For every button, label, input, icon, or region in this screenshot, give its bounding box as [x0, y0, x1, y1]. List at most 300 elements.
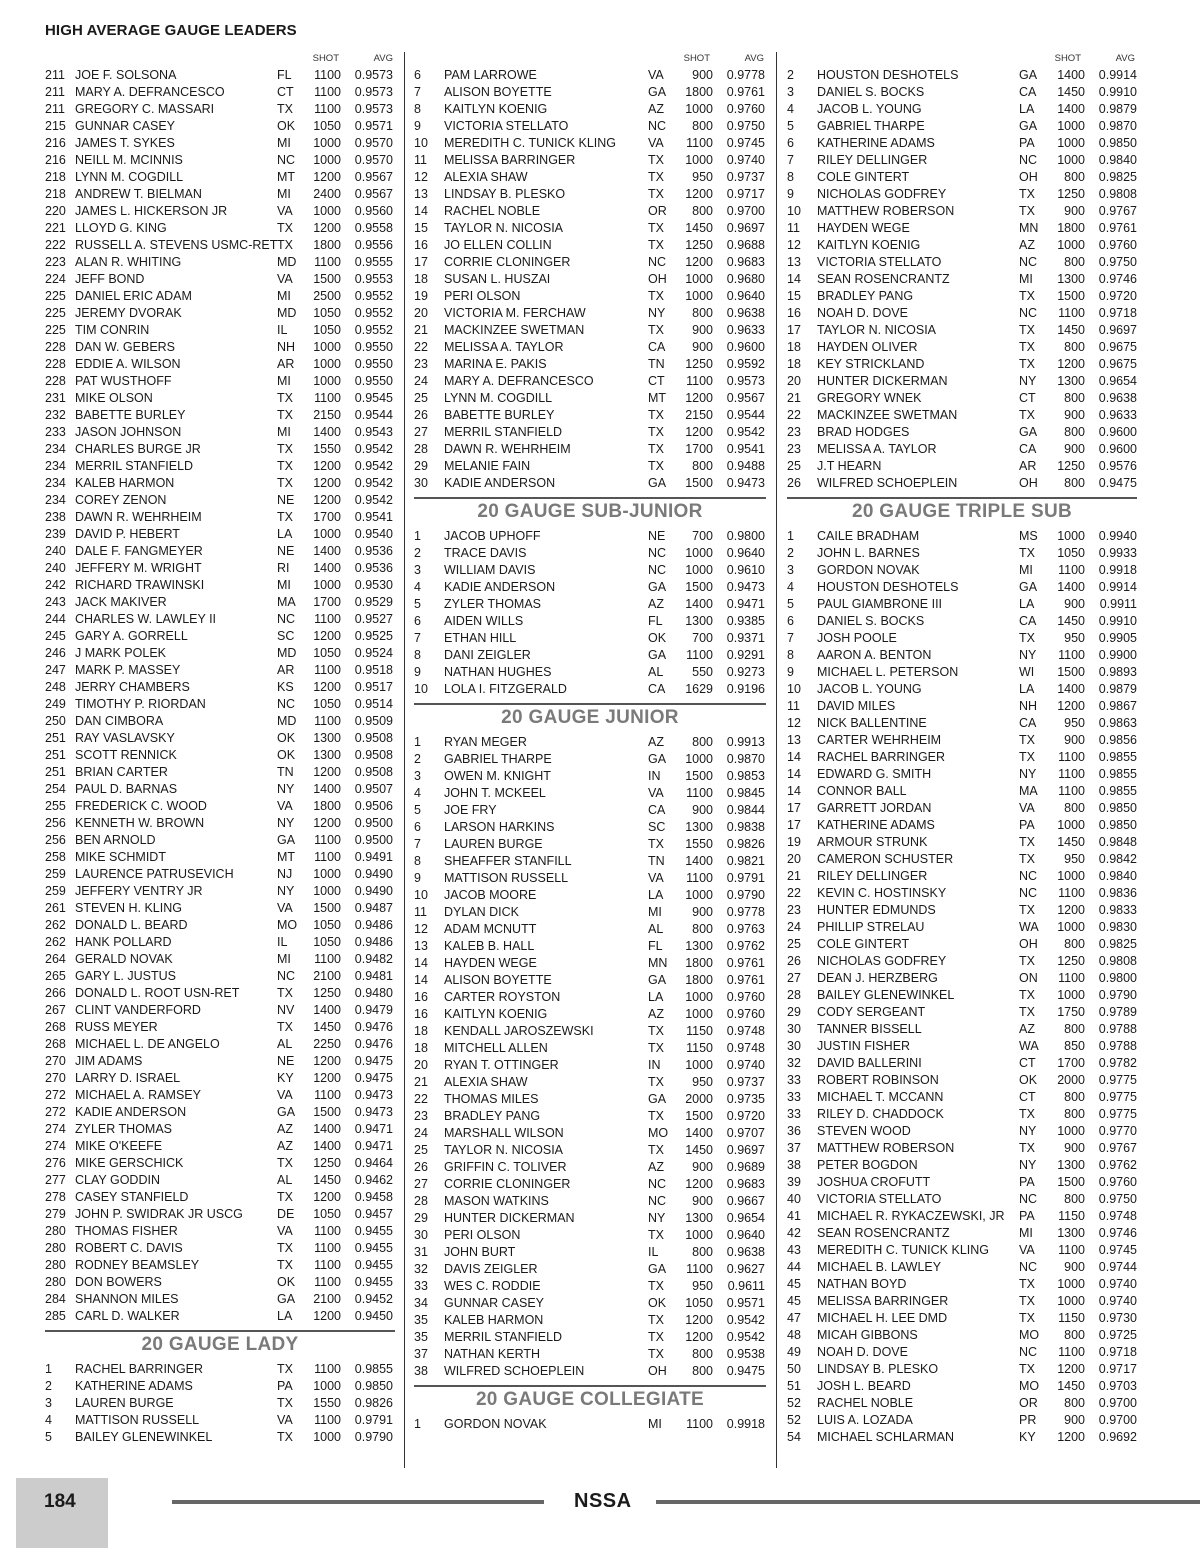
rank: 27: [787, 971, 801, 985]
table-row: [45, 1429, 395, 1446]
table-row: [414, 613, 766, 630]
shot-count: 1200: [685, 1330, 713, 1344]
state: NC: [277, 612, 296, 626]
shot-count: 1500: [685, 580, 713, 594]
section-heading: [787, 492, 1137, 528]
average: 0.9592: [726, 357, 765, 371]
average: 0.9910: [1098, 614, 1137, 628]
state: TX: [277, 1190, 293, 1204]
rank: 255: [45, 799, 66, 813]
table-row: [787, 936, 1137, 953]
rank: 11: [787, 699, 800, 713]
state: NC: [277, 697, 296, 711]
state: TX: [648, 1143, 664, 1157]
table-row: [45, 1138, 395, 1155]
rank: 244: [45, 612, 66, 626]
shooter-name: MARY A. DEFRANCESCO: [444, 374, 594, 388]
state: CT: [1019, 391, 1036, 405]
shot-count: 1000: [1057, 920, 1085, 934]
shot-count: 1400: [313, 544, 341, 558]
state: CA: [1019, 85, 1037, 99]
shooter-name: KATHERINE ADAMS: [75, 1379, 193, 1393]
table-row: [45, 220, 395, 237]
state: CA: [648, 682, 666, 696]
table-row: [787, 919, 1137, 936]
shot-count: 1450: [1057, 1379, 1085, 1393]
shooter-name: KENNETH W. BROWN: [75, 816, 205, 830]
shooter-name: CORRIE CLONINGER: [444, 255, 571, 269]
shot-count: 1550: [313, 1396, 341, 1410]
rank: 23: [787, 442, 801, 456]
rank: 285: [45, 1309, 66, 1323]
state: AZ: [277, 1122, 293, 1136]
table-row: [45, 1240, 395, 1257]
state: TX: [277, 238, 293, 252]
state: TX: [648, 425, 664, 439]
rank: 14: [787, 272, 801, 286]
rank: 267: [45, 1003, 66, 1017]
state: NY: [648, 1211, 666, 1225]
state: PA: [1019, 818, 1035, 832]
shot-count: 800: [1064, 1192, 1085, 1206]
average: 0.9473: [726, 476, 765, 490]
rank: 49: [787, 1345, 801, 1359]
state: MD: [277, 255, 297, 269]
rank: 13: [414, 939, 428, 953]
shooter-name: COLE GINTERT: [817, 937, 910, 951]
shooter-name: DAN CIMBORA: [75, 714, 164, 728]
rank: 30: [414, 476, 428, 490]
shot-count: 1000: [1057, 529, 1085, 543]
table-row: [45, 968, 395, 985]
shooter-name: MICHAEL L. DE ANGELO: [75, 1037, 220, 1051]
table-row: [414, 921, 766, 938]
state: TX: [648, 1347, 664, 1361]
average: 0.9788: [1098, 1022, 1137, 1036]
shot-count: 1100: [686, 136, 713, 150]
rank: 16: [787, 306, 801, 320]
rank: 35: [414, 1330, 428, 1344]
rank: 8: [787, 648, 794, 662]
average: 0.9707: [726, 1126, 765, 1140]
shot-count: 1200: [1057, 699, 1085, 713]
average: 0.9750: [1098, 1192, 1137, 1206]
shooter-name: EDWARD G. SMITH: [817, 767, 932, 781]
table-row: [787, 1191, 1137, 1208]
average: 0.9552: [354, 306, 393, 320]
state: WA: [1019, 920, 1039, 934]
shot-count: 1300: [685, 1211, 713, 1225]
shooter-name: KAITLYN KOENIG: [817, 238, 921, 252]
table-row: [45, 594, 395, 611]
average: 0.9735: [726, 1092, 765, 1106]
shooter-name: DAVID MILES: [817, 699, 896, 713]
state: VA: [648, 871, 664, 885]
shooter-name: MICHAEL L. PETERSON: [817, 665, 959, 679]
rank: 24: [787, 920, 801, 934]
average: 0.9481: [354, 969, 393, 983]
shooter-name: TAYLOR N. NICOSIA: [444, 221, 564, 235]
shot-count: 1200: [313, 816, 341, 830]
state: FL: [277, 68, 292, 82]
table-row: [414, 1040, 766, 1057]
table-row: [787, 322, 1137, 339]
shooter-name: SHEAFFER STANFILL: [444, 854, 572, 868]
shooter-name: LAUREN BURGE: [75, 1396, 174, 1410]
state: OK: [648, 631, 667, 645]
state: NY: [277, 782, 295, 796]
average: 0.9524: [354, 646, 393, 660]
table-row: [414, 186, 766, 203]
shot-count: 1050: [313, 306, 341, 320]
shot-count: 1200: [313, 459, 341, 473]
state: TX: [648, 187, 664, 201]
shooter-name: COREY ZENON: [75, 493, 167, 507]
table-row: [45, 679, 395, 696]
state: NV: [277, 1003, 295, 1017]
shooter-name: KEY STRICKLAND: [817, 357, 925, 371]
shot-count: 800: [1064, 1107, 1085, 1121]
average: 0.9790: [726, 888, 765, 902]
table-row: [45, 1291, 395, 1308]
state: TX: [277, 1430, 293, 1444]
shot-count: 1200: [313, 493, 341, 507]
shot-count: 1100: [314, 1258, 341, 1272]
shooter-name: PERI OLSON: [444, 1228, 521, 1242]
state: TX: [648, 238, 664, 252]
table-row: [414, 1416, 766, 1433]
state: MS: [1019, 529, 1038, 543]
rank: 262: [45, 935, 66, 949]
rank: 246: [45, 646, 66, 660]
average: 0.9455: [354, 1275, 393, 1289]
state: TX: [1019, 852, 1035, 866]
average: 0.9918: [726, 1417, 765, 1431]
shooter-name: LAURENCE PATRUSEVICH: [75, 867, 234, 881]
shot-count: 1000: [685, 563, 713, 577]
shooter-name: MICHAEL B. LAWLEY: [817, 1260, 942, 1274]
shooter-name: MERRIL STANFIELD: [444, 425, 563, 439]
state: VA: [648, 786, 664, 800]
table-row: [414, 237, 766, 254]
table-row: [787, 1259, 1137, 1276]
rank: 1: [414, 735, 421, 749]
rank: 12: [414, 170, 428, 184]
state: GA: [648, 648, 667, 662]
shooter-name: MATTISON RUSSELL: [444, 871, 569, 885]
shot-count: 1500: [313, 901, 341, 915]
shooter-name: WILFRED SCHOEPLEIN: [817, 476, 958, 490]
rank: 218: [45, 187, 66, 201]
average: 0.9762: [1098, 1158, 1137, 1172]
shot-count: 1500: [685, 476, 713, 490]
table-row: [787, 987, 1137, 1004]
average: 0.9571: [726, 1296, 765, 1310]
table-row: [414, 118, 766, 135]
shot-count: 1000: [1057, 988, 1085, 1002]
rank: 31: [414, 1245, 428, 1259]
shot-count: 1100: [1058, 563, 1085, 577]
rank: 223: [45, 255, 66, 269]
table-row: [787, 101, 1137, 118]
state: TX: [648, 408, 664, 422]
table-row: [414, 562, 766, 579]
rank: 28: [787, 988, 801, 1002]
shot-count: 1150: [1058, 1311, 1085, 1325]
rank: 14: [787, 767, 801, 781]
state: AL: [648, 665, 664, 679]
shooter-name: MITCHELL ALLEN: [444, 1041, 548, 1055]
average: 0.9471: [726, 597, 765, 611]
rank: 12: [414, 922, 428, 936]
shooter-name: NEILL M. MCINNIS: [75, 153, 183, 167]
state: TX: [277, 102, 293, 116]
shot-count: 1300: [685, 820, 713, 834]
state: AZ: [277, 1139, 293, 1153]
shooter-name: JACOB UPHOFF: [444, 529, 541, 543]
average: 0.9748: [726, 1041, 765, 1055]
state: CA: [1019, 614, 1037, 628]
state: TX: [648, 1075, 664, 1089]
shooter-name: CONNOR BALL: [817, 784, 907, 798]
rank: 30: [414, 1228, 428, 1242]
table-row: [45, 526, 395, 543]
rank: 51: [787, 1379, 801, 1393]
table-row: [787, 220, 1137, 237]
state: TX: [648, 1041, 664, 1055]
shooter-name: HUNTER EDMUNDS: [817, 903, 936, 917]
rank: 23: [787, 903, 801, 917]
table-row: [45, 1395, 395, 1412]
rank: 218: [45, 170, 66, 184]
state: PA: [277, 1379, 293, 1393]
table-row: [414, 853, 766, 870]
state: TX: [648, 1024, 664, 1038]
table-row: [45, 730, 395, 747]
shot-count: 800: [1064, 1022, 1085, 1036]
shooter-name: COLE GINTERT: [817, 170, 910, 184]
average: 0.9910: [1098, 85, 1137, 99]
table-row: [414, 1057, 766, 1074]
shooter-name: CARTER WEHRHEIM: [817, 733, 942, 747]
table-row: [45, 441, 395, 458]
rank: 50: [787, 1362, 801, 1376]
average: 0.9490: [354, 884, 393, 898]
table-row: [787, 67, 1137, 84]
shooter-name: KAITLYN KOENIG: [444, 102, 548, 116]
section-title: 20 GAUGE LADY: [141, 1334, 299, 1355]
shooter-name: JOHN T. MCKEEL: [444, 786, 546, 800]
average: 0.9573: [354, 102, 393, 116]
shooter-name: ALISON BOYETTE: [444, 85, 552, 99]
table-row: [787, 596, 1137, 613]
average: 0.9844: [726, 803, 765, 817]
rank: 2: [787, 68, 794, 82]
average: 0.9570: [354, 153, 393, 167]
shot-count: 1250: [1057, 187, 1085, 201]
state: LA: [1019, 597, 1035, 611]
rank: 20: [787, 852, 801, 866]
table-row: [787, 339, 1137, 356]
table-row: [414, 1227, 766, 1244]
shot-count: 900: [692, 323, 713, 337]
shooter-name: GABRIEL THARPE: [817, 119, 925, 133]
state: OH: [1019, 476, 1038, 490]
table-row: [414, 135, 766, 152]
state: VA: [277, 1413, 293, 1427]
shooter-name: JOE F. SOLSONA: [75, 68, 177, 82]
table-row: [787, 135, 1137, 152]
table-row: [787, 169, 1137, 186]
shooter-name: GARY L. JUSTUS: [75, 969, 176, 983]
avg-header: AVG: [373, 53, 393, 64]
shot-count: 1050: [313, 119, 341, 133]
table-row: [787, 1055, 1137, 1072]
table-row: [787, 254, 1137, 271]
table-row: [45, 1036, 395, 1053]
table-row: [414, 1125, 766, 1142]
shot-count: 1400: [313, 1139, 341, 1153]
shot-count: 900: [692, 905, 713, 919]
table-row: [414, 203, 766, 220]
average: 0.9789: [1098, 1005, 1137, 1019]
table-row: [787, 1395, 1137, 1412]
shot-count: 1400: [1057, 68, 1085, 82]
table-row: [45, 1121, 395, 1138]
state: NC: [1019, 886, 1038, 900]
shot-count: 1400: [313, 425, 341, 439]
table-row: [414, 305, 766, 322]
shooter-name: WES C. RODDIE: [444, 1279, 541, 1293]
shooter-name: ARMOUR STRUNK: [817, 835, 928, 849]
shot-count: 1450: [313, 1173, 341, 1187]
state: TN: [648, 357, 665, 371]
rank: 48: [787, 1328, 801, 1342]
rank: 5: [414, 803, 421, 817]
average: 0.9725: [1098, 1328, 1137, 1342]
shot-count: 1000: [685, 1007, 713, 1021]
state: NC: [1019, 153, 1038, 167]
shot-count: 1450: [1057, 835, 1085, 849]
state: TX: [648, 837, 664, 851]
average: 0.9560: [354, 204, 393, 218]
average: 0.9720: [1098, 289, 1137, 303]
average: 0.9940: [1098, 529, 1137, 543]
state: TX: [277, 459, 293, 473]
shooter-name: DONALD L. ROOT USN-RET: [75, 986, 240, 1000]
shot-count: 900: [1064, 442, 1085, 456]
shot-count: 1550: [313, 442, 341, 456]
average: 0.9761: [726, 973, 765, 987]
shooter-name: CHARLES BURGE JR: [75, 442, 201, 456]
shot-count: 1500: [1057, 289, 1085, 303]
state: TX: [1019, 1005, 1035, 1019]
state: TX: [1019, 357, 1035, 371]
shooter-name: JUSTIN FISHER: [817, 1039, 911, 1053]
shot-count: 800: [692, 459, 713, 473]
state: AZ: [648, 1007, 664, 1021]
rank: 3: [787, 85, 794, 99]
table-row: [414, 424, 766, 441]
table-row: [414, 1091, 766, 1108]
rank: 10: [787, 682, 801, 696]
average: 0.9763: [726, 922, 765, 936]
shooter-name: GORDON NOVAK: [444, 1417, 547, 1431]
table-row: [414, 1329, 766, 1346]
average: 0.9840: [1098, 153, 1137, 167]
average: 0.9638: [726, 1245, 765, 1259]
rank: 233: [45, 425, 66, 439]
shot-count: 1000: [313, 340, 341, 354]
shooter-name: DANIEL S. BOCKS: [817, 85, 925, 99]
rank: 240: [45, 561, 66, 575]
shooter-name: KENDALL JAROSZEWSKI: [444, 1024, 594, 1038]
shooter-name: DAWN R. WEHRHEIM: [75, 510, 202, 524]
rank: 280: [45, 1241, 66, 1255]
shooter-name: DON BOWERS: [75, 1275, 162, 1289]
shooter-name: ETHAN HILL: [444, 631, 517, 645]
rank: 4: [787, 102, 794, 116]
average: 0.9740: [726, 1058, 765, 1072]
shot-count: 1300: [1057, 272, 1085, 286]
state: VA: [277, 901, 293, 915]
table-row: [45, 1087, 395, 1104]
table-row: [787, 1412, 1137, 1429]
average: 0.9900: [1098, 648, 1137, 662]
table-row: [414, 169, 766, 186]
section-heading: [414, 698, 766, 734]
table-row: [45, 1053, 395, 1070]
shooter-name: NICK BALLENTINE: [817, 716, 927, 730]
shooter-name: JAMES L. HICKERSON JR: [75, 204, 228, 218]
average: 0.9567: [354, 170, 393, 184]
rank: 4: [787, 580, 794, 594]
shooter-name: HAYDEN OLIVER: [817, 340, 918, 354]
rank: 38: [414, 1364, 428, 1378]
rank: 216: [45, 153, 66, 167]
shot-count: 800: [1064, 476, 1085, 490]
shot-count: 1100: [686, 786, 713, 800]
shooter-name: DYLAN DICK: [444, 905, 520, 919]
shot-count: 2150: [313, 408, 341, 422]
shot-count: 1100: [1058, 886, 1085, 900]
average: 0.9800: [1098, 971, 1137, 985]
average: 0.9853: [726, 769, 765, 783]
rank: 3: [45, 1396, 52, 1410]
rank: 33: [414, 1279, 428, 1293]
rank: 19: [414, 289, 428, 303]
state: AZ: [1019, 1022, 1035, 1036]
shot-count: 1200: [685, 425, 713, 439]
rank: 6: [787, 136, 794, 150]
state: TX: [1019, 204, 1035, 218]
shot-count: 900: [692, 1194, 713, 1208]
table-row: [414, 1261, 766, 1278]
average: 0.9452: [354, 1292, 393, 1306]
rank: 245: [45, 629, 66, 643]
rank: 4: [414, 580, 421, 594]
state: MA: [1019, 784, 1038, 798]
table-row: [45, 900, 395, 917]
rank: 234: [45, 442, 66, 456]
average: 0.9893: [1098, 665, 1137, 679]
rank: 32: [787, 1056, 801, 1070]
table-row: [787, 613, 1137, 630]
shot-count: 1250: [1057, 459, 1085, 473]
table-row: [414, 904, 766, 921]
table-row: [45, 1308, 395, 1325]
rank: 9: [414, 119, 421, 133]
